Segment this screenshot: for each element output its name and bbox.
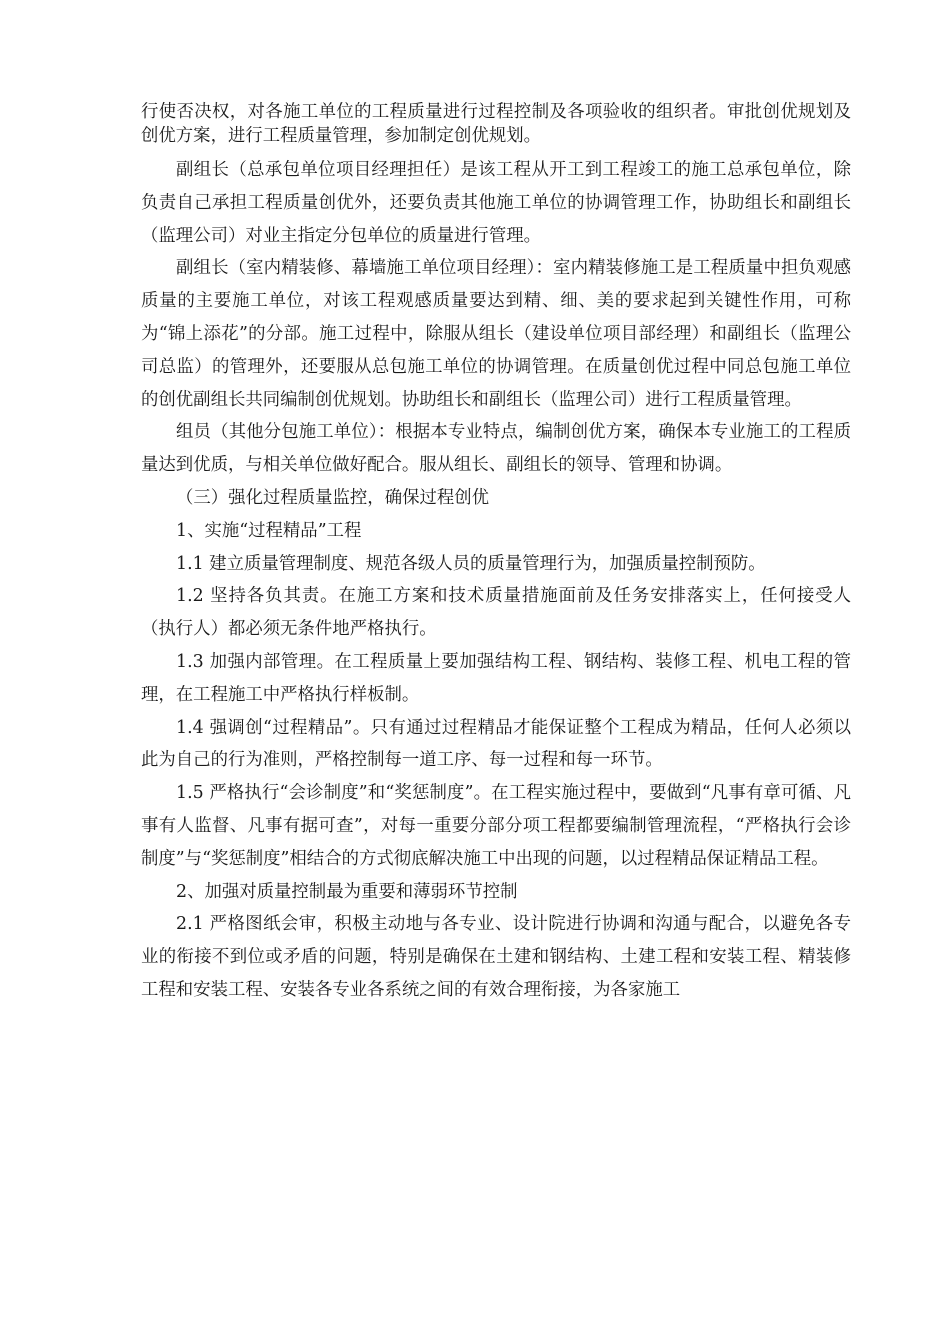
subsection-heading-process-quality: 1、实施“过程精品”工程: [176, 520, 362, 541]
paragraph-veto-power: 行使否决权，对各施工单位的工程质量进行过程控制及各项验收的组织者。审批创优规划及创优方案，进行工程质量管理，参加制定创优规划。: [141, 102, 851, 146]
item-1-1: 1.1 建立质量管理制度、规范各级人员的质量管理行为，加强质量控制预防。: [176, 553, 766, 574]
item-1-4: 1.4 强调创“过程精品”。只有通过过程精品才能保证整个工程成为精品，任何人必须以此为自己的行为准则，严格控制每一道工序、每一过程和每一环节。: [141, 717, 851, 771]
item-1-2: 1.2 坚持各负其责。在施工方案和技术质量措施面前及任务安排落实上，任何接受人（执行人）都必须无条件地严格执行。: [141, 586, 851, 640]
item-2-1: 2.1 严格图纸会审，积极主动地与各专业、设计院进行协调和沟通与配合，以避免各专业的衔接不到位或矛盾的问题，特别是确保在土建和钢结构、土建工程和安装工程、精装修工程和安装工程、安装各专业各系统之间的有效合理衔接，为各家施工: [141, 914, 851, 1000]
paragraph-deputy-leader-contractor: 副组长（总承包单位项目经理担任）是该工程从开工到工程竣工的施工总承包单位，除负责自己承担工程质量创优外，还要负责其他施工单位的协调管理工作，协助组长和副组长（监理公司）对业主指定分包单位的质量进行管理。: [141, 160, 851, 246]
paragraph-team-members: 组员（其他分包施工单位）：根据本专业特点，编制创优方案，确保本专业施工的工程质量达到优质，与相关单位做好配合。服从组长、副组长的领导、管理和协调。: [141, 422, 851, 476]
item-1-3: 1.3 加强内部管理。在工程质量上要加强结构工程、钢结构、装修工程、机电工程的管理，在工程施工中严格执行样板制。: [141, 651, 851, 705]
document-page: [141, 100, 851, 1007]
paragraph-deputy-leader-decoration: 副组长（室内精装修、幕墙施工单位项目经理）：室内精装修施工是工程质量中担负观感质量的主要施工单位，对该工程观感质量要达到精、细、美的要求起到关键性作用，可称为“锦上添花”的分部。施工过程中，除服从组长（建设单位项目部经理）和副组长（监理公司总监）的管理外，还要服从总包施工单位的协调管理。在质量创优过程中同总包施工单位的创优副组长共同编制创优规划。协助组长和副组长（监理公司）进行工程质量管理。: [141, 258, 851, 410]
item-1-5: 1.5 严格执行“会诊制度”和“奖惩制度”。在工程实施过程中，要做到“凡事有章可循、凡事有人监督、凡事有据可查”，对每一重要分部分项工程都要编制管理流程，“严格执行会诊制度”与“奖惩制度”相结合的方式彻底解决施工中出现的问题，以过程精品保证精品工程。: [141, 783, 851, 869]
section-heading-process-monitoring: （三）强化过程质量监控，确保过程创优: [176, 487, 490, 508]
subsection-heading-weak-links: 2、加强对质量控制最为重要和薄弱环节控制: [176, 881, 518, 902]
